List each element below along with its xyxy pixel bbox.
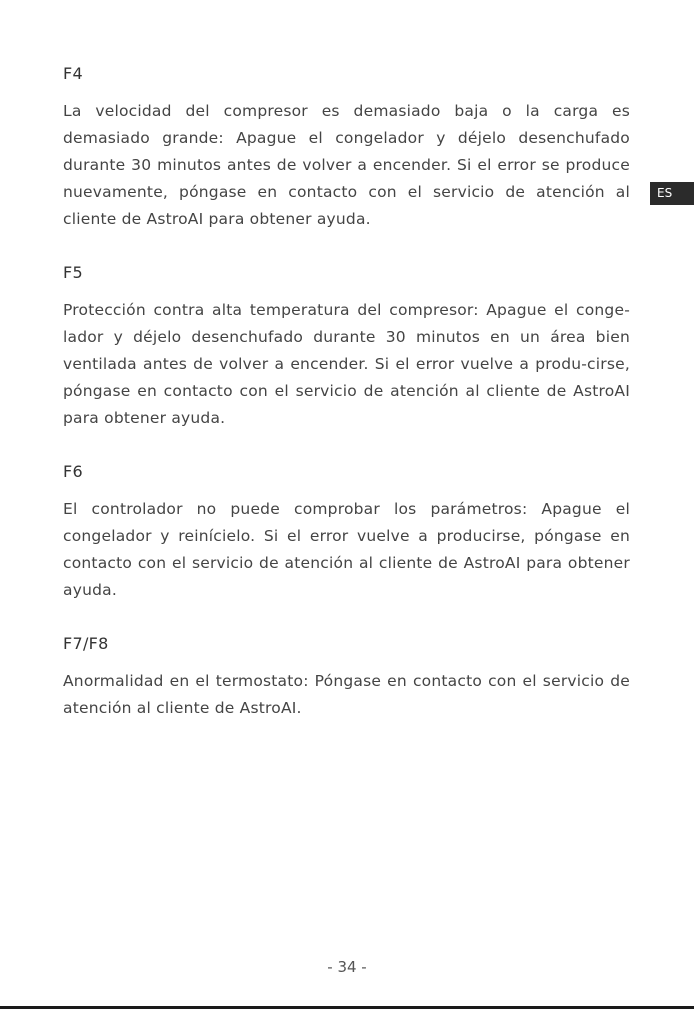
error-code-heading: F4 (63, 64, 83, 83)
error-description: Anormalidad en el termostato: Póngase en contacto con el servicio de atención al cliente de AstroAI. (63, 672, 630, 717)
error-description: La velocidad del compresor es demasiado baja o la carga es demasiado grande: Apague el congelador y déjelo desenchufado durante 30 minutos antes de volver a encender. Si el error se produce nuevamente, póngase en contacto con el servicio de atención al cliente de AstroAI para obtener ayuda. (63, 102, 630, 228)
error-description: El controlador no puede comprobar los parámetros: Apague el congelador y reinícielo. Si el error vuelve a producirse, póngase en contacto con el servicio de atención al cliente de AstroAI para obtener ayuda. (63, 500, 630, 599)
section-f5 (63, 259, 630, 432)
section-f4 (63, 60, 630, 233)
error-code-heading: F7/F8 (63, 634, 109, 653)
error-code-heading: F5 (63, 263, 83, 282)
page-content (63, 60, 630, 748)
section-f6 (63, 458, 630, 604)
error-code-heading: F6 (63, 462, 83, 481)
language-tab: ES (650, 182, 694, 205)
section-f7-f8 (63, 630, 630, 722)
error-description: Protección contra alta temperatura del compresor: Apague el conge-lador y déjelo desenchufado durante 30 minutos en un área bien ventilada antes de volver a encender. Si el error vuelve a produ-cirse, póngase en contacto con el servicio de atención al cliente de AstroAI para obtener ayuda. (63, 301, 630, 427)
page-number: - 34 - (327, 958, 367, 976)
